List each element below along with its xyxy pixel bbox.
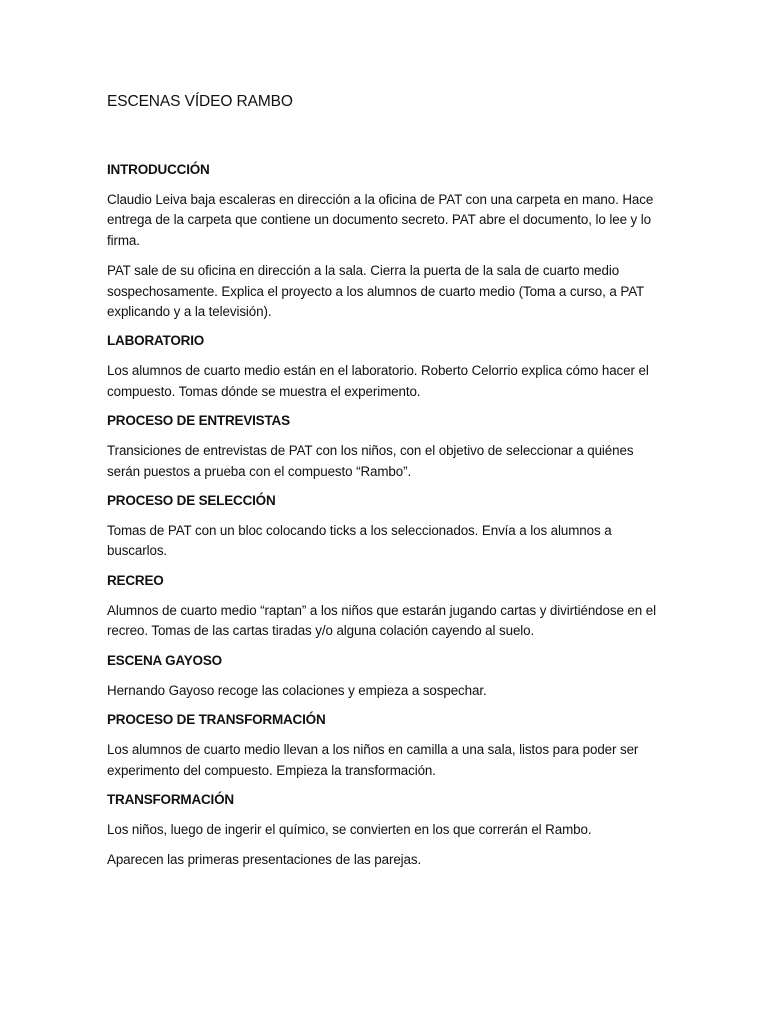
section-transformacion <box>107 791 660 871</box>
document-title: ESCENAS VÍDEO RAMBO <box>107 93 293 110</box>
paragraph: Tomas de PAT con un bloc colocando ticks a los seleccionados. Envía a los alumnos a buscarlos. <box>107 523 612 559</box>
section-heading: PROCESO DE SELECCIÓN <box>107 493 276 509</box>
paragraph: Los niños, luego de ingerir el químico, se convierten en los que correrán el Rambo. <box>107 821 592 837</box>
section-escena-gayoso <box>107 652 660 701</box>
section-introduccion <box>107 161 660 322</box>
section-recreo <box>107 572 660 642</box>
section-heading: LABORATORIO <box>107 333 205 349</box>
section-heading: ESCENA GAYOSO <box>107 652 222 668</box>
section-proceso-de-entrevistas <box>107 412 660 482</box>
section-heading: INTRODUCCIÓN <box>107 162 210 177</box>
paragraph: Los alumnos de cuarto medio llevan a los niños en camilla a una sala, listos para poder ser experimento del compuesto. Empieza la transformación. <box>107 742 639 778</box>
section-proceso-de-transformacion <box>107 711 660 781</box>
paragraph: Aparecen las primeras presentaciones de las parejas. <box>107 852 422 868</box>
section-proceso-de-seleccion <box>107 492 660 562</box>
section-heading: RECREO <box>107 572 164 588</box>
section-laboratorio <box>107 332 660 402</box>
section-heading: PROCESO DE ENTREVISTAS <box>107 413 290 429</box>
paragraph: PAT sale de su oficina en dirección a la sala. Cierra la puerta de la sala de cuarto medio sospechosamente. Explica el proyecto a los alumnos de cuarto medio (Toma a curso, a PAT explicando y a la televisión). <box>107 263 644 320</box>
paragraph: Alumnos de cuarto medio “raptan” a los niños que estarán jugando cartas y divirtiéndose en el recreo. Tomas de las cartas tiradas y/o alguna colación cayendo al suelo. <box>107 602 656 639</box>
section-heading: PROCESO DE TRANSFORMACIÓN <box>107 712 326 728</box>
paragraph: Los alumnos de cuarto medio están en el laboratorio. Roberto Celorrio explica cómo hacer el compuesto. Tomas dónde se muestra el experimento. <box>107 363 649 399</box>
section-heading: TRANSFORMACIÓN <box>107 791 234 807</box>
paragraph: Hernando Gayoso recoge las colaciones y empieza a sospechar. <box>107 682 487 698</box>
paragraph: Transiciones de entrevistas de PAT con los niños, con el objetivo de seleccionar a quiénes serán puestos a prueba con el compuesto “Rambo”. <box>107 443 634 479</box>
paragraph: Claudio Leiva baja escaleras en dirección a la oficina de PAT con una carpeta en mano. Hace entrega de la carpeta que contiene un documento secreto. PAT abre el documento, lo lee y lo firma. <box>107 192 654 248</box>
